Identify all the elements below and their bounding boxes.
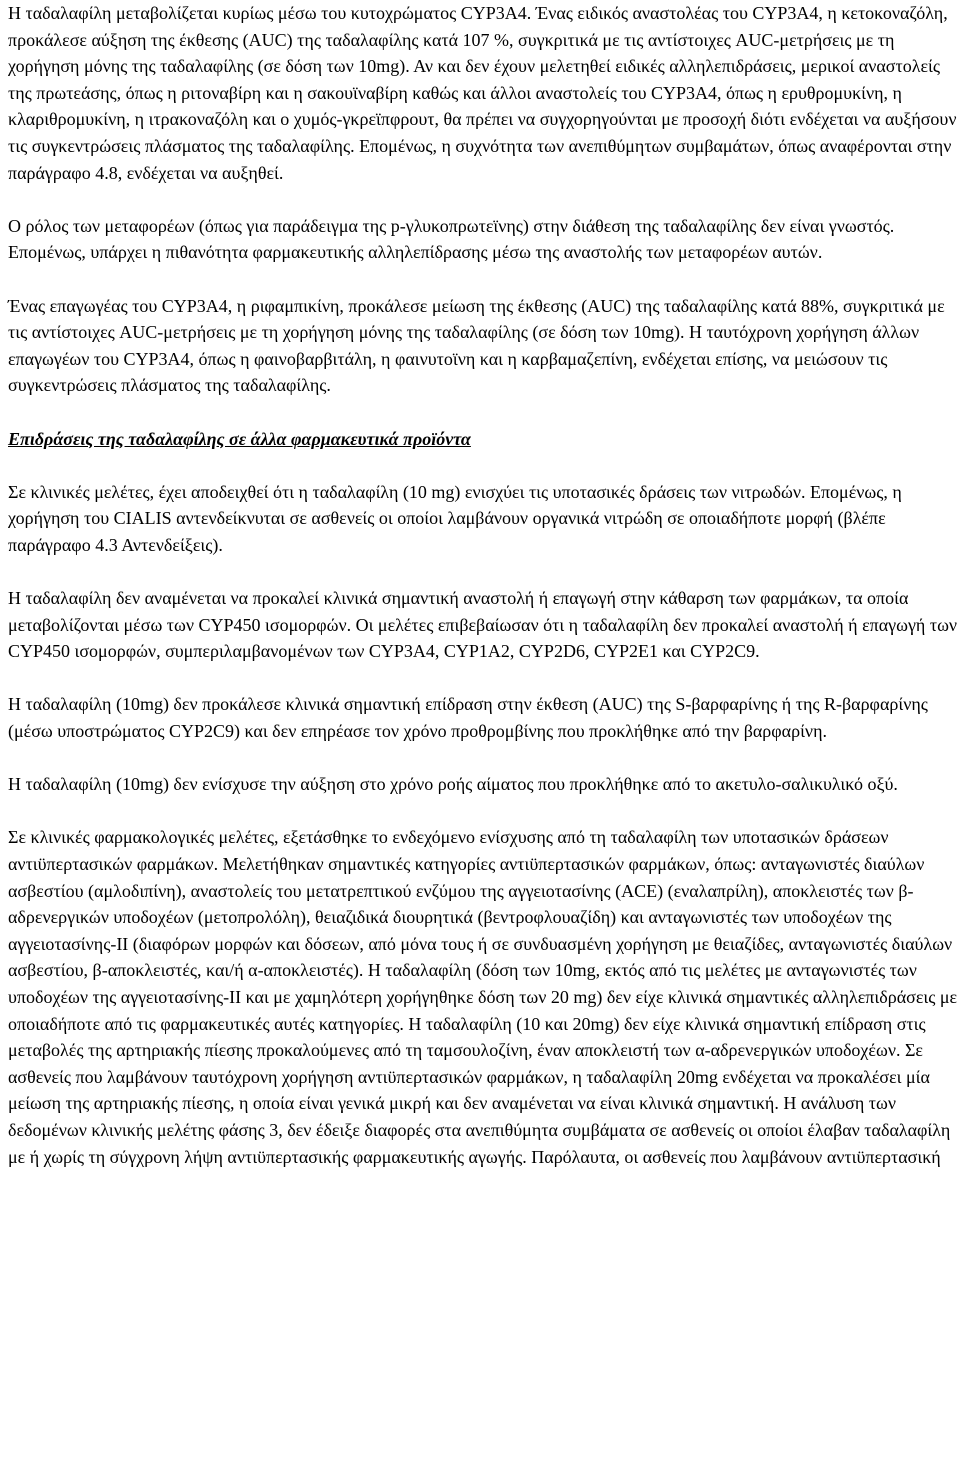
paragraph-aspirin: Η ταδαλαφίλη (10mg) δεν ενίσχυσε την αύξηση στο χρόνο ροής αίματος που προκλήθηκε από το ακετυλο-σαλικυλικό οξύ. (8, 774, 898, 795)
paragraph-cyp3a4-inhibitors: Η ταδαλαφίλη μεταβολίζεται κυρίως μέσω του κυτοχρώματος CYP3A4. Ένας ειδικός αναστολέας του CYP3A4, η κετοκοναζόλη, προκάλεσε αύξηση της έκθεσης (AUC) της ταδαλαφίλης κατά 107 %, συγκριτικά με τις αντίστοιχες AUC-μετρήσεις με τη χορήγηση μόνης της ταδαλαφίλης (σε δόση των 10mg). Αν και δεν έχουν μελετηθεί ειδικές αλληλεπιδράσεις, μερικοί αναστολείς της πρωτεάσης, όπως η ριτοναβίρη και η σακουϊναβίρη καθώς και άλλοι αναστολείς του CYP3A4, όπως η ερυθρομυκίνη, η κλαριθρομυκίνη, η ιτρακοναζόλη και ο χυμός-γκρεϊπφρουτ, θα πρέπει να συγχορηγούνται με προσοχή διότι ενδέχεται να αυξήσουν τις συγκεντρώσεις πλάσματος της ταδαλαφίλης. Επομένως, η συχνότητα των ανεπιθύμητων συμβαμάτων, όπως αναφέρονται στην παράγραφο 4.8, ενδέχεται να αυξηθεί. (8, 3, 957, 183)
paragraph-antihypertensives: Σε κλινικές φαρμακολογικές μελέτες, εξετάσθηκε το ενδεχόμενο ενίσχυσης από τη ταδαλαφίλη των υποτασικών δράσεων αντιϋπερτασικών φαρμάκων. Μελετήθηκαν σημαντικές κατηγορίες αντιϋπερτασικών φαρμάκων, όπως: ανταγωνιστές διαύλων ασβεστίου (αμλοδιπίνη), αναστολείς του μετατρεπτικού ενζύμου της αγγειοτασίνης (ACE) (εναλαπρίλη), αποκλειστές των β-αδρενεργικών υποδοχέων (μετοπρολόλη), θειαζιδικά διουρητικά (βεντροφλουαζίδη) και ανταγωνιστές των υποδοχέων της αγγειοτασίνης-ΙΙ (διαφόρων μορφών και δόσεων, από μόνα τους ή σε συνδυασμένη χορήγηση με θειαζίδες, ανταγωνιστές διαύλων ασβεστίου, β-αποκλειστές, και/ή α-αποκλειστές). Η ταδαλαφίλη (δόση των 10mg, εκτός από τις μελέτες με ανταγωνιστές των υποδοχέων της αγγειοτασίνης-ΙΙ και με χαμηλότερη χορήγηθηκε δόση των 20 mg) δεν είχε κλινικά σημαντικές αλληλεπιδράσεις με οποιαδήποτε από τις φαρμακευτικές αυτές κατηγορίες. Η ταδαλαφίλη (10 και 20mg) δεν είχε κλινικά σημαντική επίδραση στις μεταβολές της αρτηριακής πίεσης προκαλούμενες από τη ταμσουλοζίνη, έναν αποκλειστή των α-αδρενεργικών υποδοχέων. Σε ασθενείς που λαμβάνουν ταυτόχρονη χορήγηση αντιϋπερτασικών φαρμάκων, η ταδαλαφίλη 20mg ενδέχεται να προκαλέσει μία μείωση της αρτηριακής πίεσης, η οποία είναι γενικά μικρή και δεν αναμένεται να είναι κλινικά σημαντική. Η ανάλυση των δεδομένων κλινικής μελέτης φάσης 3, δεν έδειξε διαφορές στα ανεπιθύμητα συμβάματα σε ασθενείς οι οποίοι έλαβαν ταδαλαφίλη με ή χωρίς τη σύγχρονη λήψη αντιϋπερτασικής φαρμακευτικής αγωγής. Παρόλαυτα, οι ασθενείς που λαμβάνουν αντιϋπερτασική (8, 827, 958, 1167)
document-page (8, 0, 958, 1197)
section-heading: Επιδράσεις της ταδαλαφίλης σε άλλα φαρμακευτικά προϊόντα (8, 428, 471, 449)
paragraph-cyp3a4-inducers: Ένας επαγωγέας του CYP3A4, η ριφαμπικίνη, προκάλεσε μείωση της έκθεσης (AUC) της ταδαλαφίλης κατά 88%, συγκριτικά με τις αντίστοιχες AUC-μετρήσεις με τη χορήγηση μόνης της ταδαλαφίλης (σε δόση των 10mg). Η ταυτόχρονη χορήγηση άλλων επαγωγέων του CYP3A4, όπως η φαινοβαρβιτάλη, η φαινυτοϊνη και η καρβαμαζεπίνη, ενδέχεται επίσης, να μειώσουν τις συγκεντρώσεις πλάσματος της ταδαλαφίλης. (8, 295, 945, 396)
paragraph-cyp450-isoforms: Η ταδαλαφίλη δεν αναμένεται να προκαλεί κλινικά σημαντική αναστολή ή επαγωγή στην κάθαρση των φαρμάκων, τα οποία μεταβολίζονται μέσω των CYP450 ισομορφών. Οι μελέτες επιβεβαίωσαν ότι η ταδαλαφίλη δεν προκαλεί αναστολή ή επαγωγή των CYP450 ισομορφών, συμπεριλαμβανομένων των CYP3A4, CYP1A2, CYP2D6, CYP2E1 και CYP2C9. (8, 588, 958, 662)
paragraph-warfarin: Η ταδαλαφίλη (10mg) δεν προκάλεσε κλινικά σημαντική επίδραση στην έκθεση (AUC) της S-βαρφαρίνης ή της R-βαρφαρίνης (μέσω υποστρώματος CYP2C9) και δεν επηρέασε τον χρόνο προθρομβίνης που προκλήθηκε από την βαρφαρίνη. (8, 694, 928, 742)
paragraph-transporters: Ο ρόλος των μεταφορέων (όπως για παράδειγμα της p-γλυκοπρωτεϊνης) στην διάθεση της ταδαλαφίλης δεν είναι γνωστός. Επομένως, υπάρχει η πιθανότητα φαρμακευτικής αλληλεπίδρασης μέσω της αναστολής των μεταφορέων αυτών. (8, 215, 895, 263)
paragraph-nitrates: Σε κλινικές μελέτες, έχει αποδειχθεί ότι η ταδαλαφίλη (10 mg) ενισχύει τις υποτασικές δράσεις των νιτρωδών. Επομένως, η χορήγηση του CIALIS αντενδείκνυται σε ασθενείς οι οποίοι λαμβάνουν οργανικά νιτρώδη σε οποιαδήποτε μορφή (βλέπε παράγραφο 4.3 Αντενδείξεις). (8, 481, 902, 555)
